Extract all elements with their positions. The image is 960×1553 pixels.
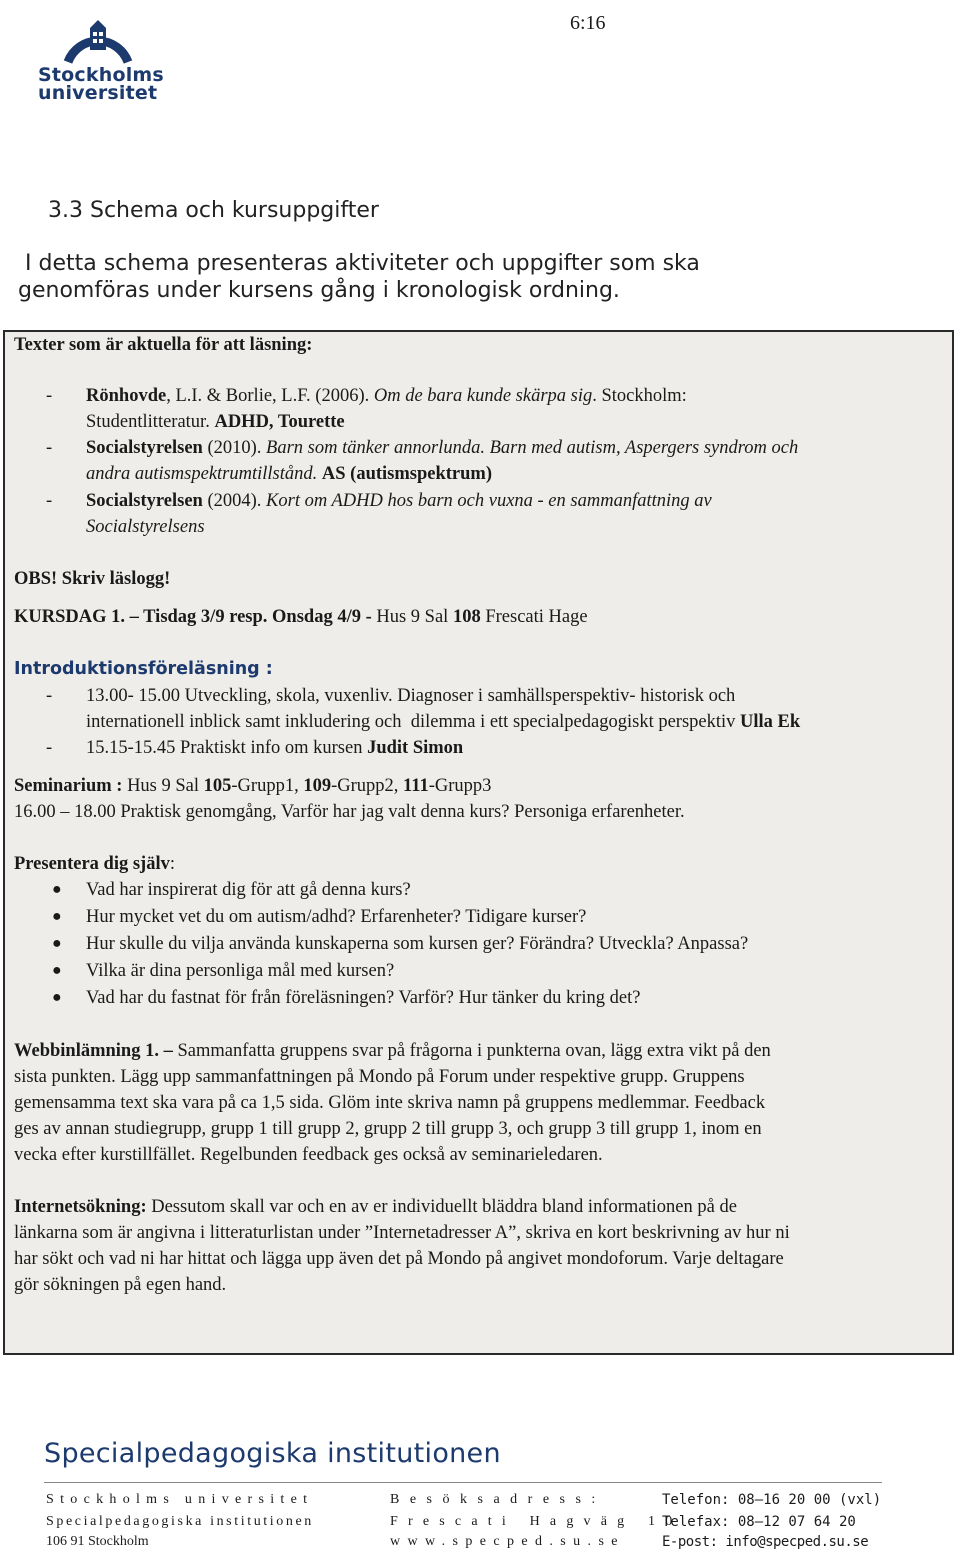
seminar-group: -Grupp2, bbox=[331, 776, 404, 796]
footer-divider bbox=[44, 1482, 882, 1483]
ref-author: Socialstyrelsen bbox=[86, 491, 203, 511]
ref-title: Om de bara kunde skärpa sig bbox=[373, 386, 593, 406]
ref-topic: AS (autismspektrum) bbox=[321, 464, 492, 484]
bullet-icon: ● bbox=[52, 935, 62, 952]
logo-line-1: Stockholms bbox=[38, 64, 164, 86]
ref-title: Barn som tänker annorlunda. Barn med autism, Aspergers syndrom och bbox=[266, 438, 799, 458]
ref-publisher-2: Studentlitteratur. bbox=[86, 412, 215, 432]
list-dash: - bbox=[46, 491, 53, 511]
ref-author: Socialstyrelsen bbox=[86, 438, 203, 458]
ref-title-2: Socialstyrelsens bbox=[86, 517, 205, 537]
reading-heading: Texter som är aktuella för att läsning: bbox=[14, 335, 313, 355]
footer-address-1: Stockholms universitet bbox=[46, 1492, 314, 1507]
internet-label: Internetsökning: bbox=[14, 1197, 147, 1217]
kursdag-place: Frescati Hage bbox=[480, 607, 588, 627]
list-dash: - bbox=[46, 686, 53, 706]
footer-email-link[interactable]: E-post: info@specped.su.se bbox=[662, 1534, 869, 1550]
internet-line: har sökt och vad ni har hittat och lägga upp även det på Mondo på angivet mondoforum. Varje deltagare bbox=[14, 1249, 784, 1269]
intro-lecture-heading: Introduktionsföreläsning : bbox=[14, 659, 273, 679]
footer-address-3: 106 91 Stockholm bbox=[46, 1534, 149, 1549]
seminar-time: 16.00 – 18.00 Praktisk genomgång, Varför har jag valt denna kurs? Personiga erfarenheter. bbox=[14, 802, 685, 822]
list-dash: - bbox=[46, 438, 53, 458]
lecture-teacher: Judit Simon bbox=[367, 738, 464, 758]
webb-line: sista punkten. Lägg upp sammanfattningen på Mondo på Forum under respektive grupp. Gruppens bbox=[14, 1067, 745, 1087]
page-number: 6:16 bbox=[570, 12, 606, 34]
ref-year: (2010). bbox=[202, 438, 267, 458]
question-text: Hur mycket vet du om autism/adhd? Erfarenheter? Tidigare kurser? bbox=[86, 907, 587, 927]
bullet-icon: ● bbox=[52, 989, 62, 1006]
ref-title-2: andra autismspektrumtillstånd. bbox=[86, 464, 322, 484]
lecture-topic: Diagnoser i samhällsperspektiv- historisk och bbox=[392, 686, 736, 706]
bullet-icon: ● bbox=[52, 881, 62, 898]
webb-line: vecka efter kurstillfället. Regelbunden feedback ges också av seminarieledaren. bbox=[14, 1145, 603, 1165]
footer-address-2: Specialpedagogiska institutionen bbox=[46, 1514, 314, 1529]
question-text: Vilka är dina personliga mål med kursen? bbox=[86, 961, 395, 981]
institution-logo: Specialpedagogiska institutionen bbox=[44, 1438, 501, 1469]
question-text: Vad har du fastnat för från föreläsningen? Varför? Hur tänker du kring det? bbox=[86, 988, 641, 1008]
webb-line: gemensamma text ska vara på ca 1,5 sida. Glöm inte skriva namn på gruppens medlemmar. Feedback bbox=[14, 1093, 766, 1113]
lecture-teacher: Ulla Ek bbox=[740, 712, 801, 732]
kursdag-date: KURSDAG 1. – Tisdag 3/9 resp. Onsdag 4/9 - bbox=[14, 607, 372, 627]
section-title: 3.3 Schema och kursuppgifter bbox=[48, 198, 379, 223]
ref-year: , L.I. & Borlie, L.F. (2006). bbox=[166, 386, 374, 406]
kursdag-line bbox=[14, 604, 944, 630]
footer-visit-address: Frescati Hagväg 10 bbox=[390, 1514, 683, 1529]
intro-line-2: genomföras under kursens gång i kronologisk ordning. bbox=[18, 278, 620, 303]
webb-line: Sammanfatta gruppens svar på frågorna i punkterna ovan, lägg extra vikt på den bbox=[172, 1041, 771, 1061]
ref-title: Kort om ADHD hos barn och vuxna - en sammanfattning av bbox=[266, 491, 712, 511]
present-heading: Presentera dig själv bbox=[14, 854, 170, 874]
intro-line-1: I detta schema presenteras aktiviteter och uppgifter som ska bbox=[18, 251, 700, 276]
webb-assignment bbox=[14, 1038, 944, 1168]
lecture-topic-2: internationell inblick samt inkludering och dilemma i ett specialpedagogiskt perspektiv bbox=[86, 712, 741, 732]
seminar-label: Seminarium : bbox=[14, 776, 123, 796]
internet-line: gör sökningen på egen hand. bbox=[14, 1275, 227, 1295]
bullet-icon: ● bbox=[52, 908, 62, 925]
seminar-room: 105 bbox=[203, 776, 232, 796]
logo-line-2: universitet bbox=[38, 82, 158, 104]
seminar-hall: Hus 9 Sal bbox=[122, 776, 204, 796]
seminar-room: 111 bbox=[403, 776, 429, 796]
seminar-group: -Grupp3 bbox=[428, 776, 492, 796]
lecture-time: 15.15-15.45 Praktiskt info om kursen bbox=[86, 738, 368, 758]
seminar-line bbox=[14, 773, 944, 799]
university-name bbox=[38, 66, 162, 102]
ref-topic: ADHD, Tourette bbox=[214, 412, 345, 432]
internet-line: länkarna som är angivna i litteraturlistan under ”Internetadresser A”, skriva en kort beskrivning av hur ni bbox=[14, 1223, 790, 1243]
list-dash: - bbox=[46, 386, 53, 406]
present-colon: : bbox=[169, 854, 175, 874]
seminar-room: 109 bbox=[303, 776, 332, 796]
obs-note: OBS! Skriv läslogg! bbox=[14, 569, 171, 589]
ref-year: (2004). bbox=[202, 491, 267, 511]
internet-line: Dessutom skall var och en av er individuellt bläddra bland informationen på de bbox=[146, 1197, 737, 1217]
section-intro bbox=[18, 250, 918, 304]
footer-phone: Telefon: 08–16 20 00 (vxl) bbox=[662, 1492, 882, 1508]
internet-search bbox=[14, 1194, 944, 1298]
seminar-group: -Grupp1, bbox=[231, 776, 304, 796]
footer-website-link[interactable]: www.specped.su.se bbox=[390, 1534, 625, 1549]
present-heading-line bbox=[14, 851, 944, 877]
ref-author: Rönhovde bbox=[86, 386, 167, 406]
webb-label: Webbinlämning 1. – bbox=[14, 1041, 173, 1061]
university-seal-icon bbox=[60, 6, 136, 66]
kursdag-room: 108 bbox=[452, 607, 481, 627]
kursdag-hall: Hus 9 Sal bbox=[371, 607, 453, 627]
question-text: Vad har inspirerat dig för att gå denna kurs? bbox=[86, 880, 411, 900]
question-text: Hur skulle du vilja använda kunskaperna som kursen ger? Förändra? Utveckla? Anpassa? bbox=[86, 934, 749, 954]
list-dash: - bbox=[46, 738, 53, 758]
footer-visit-label: Besöksadress: bbox=[390, 1492, 606, 1507]
footer-fax: Telefax: 08–12 07 64 20 bbox=[662, 1514, 856, 1530]
bullet-icon: ● bbox=[52, 962, 62, 979]
lecture-time: 13.00- 15.00 Utveckling, skola, vuxenliv. bbox=[86, 686, 393, 706]
ref-publisher: . Stockholm: bbox=[592, 386, 687, 406]
webb-line: ges av annan studiegrupp, grupp 1 till grupp 2, grupp 2 till grupp 3, och grupp 3 till grupp 1, inom en bbox=[14, 1119, 762, 1139]
